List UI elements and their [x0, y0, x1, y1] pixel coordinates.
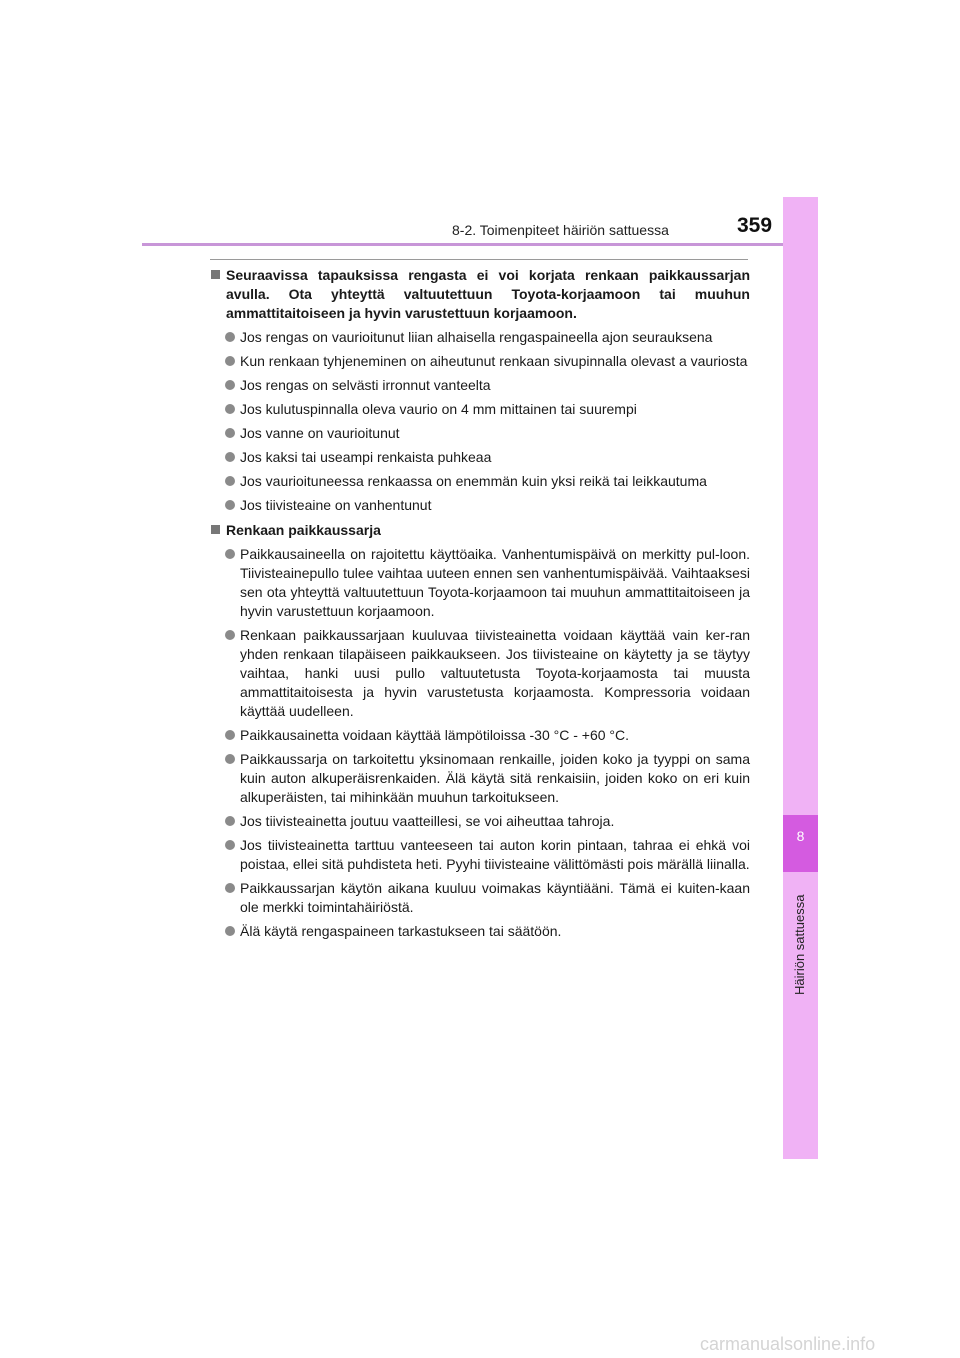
circle-bullet-icon	[225, 549, 235, 559]
list-item-text: Kun renkaan tyhjeneminen on aiheutunut renkaan sivupinnalla olevast a vauriosta	[240, 353, 748, 369]
circle-bullet-icon	[225, 730, 235, 740]
list-item-text: Paikkaussarjan käytön aikana kuuluu voimakas käyntiääni. Tämä ei kuiten-kaan ole merkki toimintahäiriöstä.	[240, 880, 750, 915]
square-bullet-icon	[211, 525, 220, 534]
section-heading	[210, 266, 750, 323]
list-item-text: Paikkausaineella on rajoitettu käyttöaika. Vanhentumispäivä on merkitty pul-loon. Tiivisteainepullo tulee vaihtaa uuteen ennen sen vanhentumispäivää. Vaihtaaksesi sen ota yhteyttä valtuutettuun Toyota-korjaamoon tai muuhun ammattitaitoiseen ja hyvin varustettuun korjaamoon.	[240, 546, 750, 619]
list-item	[210, 496, 750, 515]
chapter-title: Häiriön sattuessa	[792, 894, 807, 995]
square-bullet-icon	[211, 270, 220, 279]
circle-bullet-icon	[225, 332, 235, 342]
section-repair-kit	[210, 521, 750, 941]
circle-bullet-icon	[225, 883, 235, 893]
circle-bullet-icon	[225, 404, 235, 414]
list-item-text: Jos vanne on vaurioitunut	[240, 425, 400, 441]
header-section-title: 8-2. Toimenpiteet häiriön sattuessa	[452, 222, 669, 238]
list-item-text: Renkaan paikkaussarjaan kuuluvaa tiivisteainetta voidaan käyttää vain ker-ran yhden renkaan tilapäiseen paikkaukseen. Jos tiivisteaine on käytetty ja se täytyy vaihtaa, hanki uusi pullo valtuutetusta Toyota-korjaamosta tai muusta ammattitaitoisesta ja hyvin varustetusta korjaamosta. Kompressoria voidaan käyttää uudelleen.	[240, 627, 750, 719]
list-item	[210, 424, 750, 443]
circle-bullet-icon	[225, 452, 235, 462]
list-item	[210, 879, 750, 917]
header-divider	[142, 243, 818, 246]
list-item	[210, 376, 750, 395]
list-item-text: Jos tiivisteainetta joutuu vaatteillesi, se voi aiheuttaa tahroja.	[240, 813, 615, 829]
list-item-text: Jos tiivisteaine on vanhentunut	[240, 497, 432, 513]
page-content	[210, 266, 750, 947]
circle-bullet-icon	[225, 356, 235, 366]
section-not-repairable	[210, 266, 750, 515]
list-item	[210, 726, 750, 745]
section-heading-text: Renkaan paikkaussarja	[226, 522, 381, 538]
circle-bullet-icon	[225, 926, 235, 936]
content-top-rule	[210, 259, 748, 260]
circle-bullet-icon	[225, 754, 235, 764]
list-item-text: Jos vaurioituneessa renkaassa on enemmän kuin yksi reikä tai leikkautuma	[240, 473, 707, 489]
list-item	[210, 922, 750, 941]
footer-watermark: carmanualsonline.info	[700, 1334, 876, 1354]
list-item	[210, 352, 750, 371]
list-item-text: Paikkausainetta voidaan käyttää lämpötiloissa -30 °C - +60 °C.	[240, 727, 630, 743]
list-item-text: Älä käytä rengaspaineen tarkastukseen tai säätöön.	[240, 923, 562, 939]
circle-bullet-icon	[225, 500, 235, 510]
chapter-side-tab	[783, 197, 818, 1159]
list-item-text: Jos kaksi tai useampi renkaista puhkeaa	[240, 449, 492, 465]
list-item	[210, 812, 750, 831]
list-item	[210, 328, 750, 347]
page-number: 359	[737, 214, 773, 237]
list-item	[210, 750, 750, 807]
list-item	[210, 836, 750, 874]
list-item-text: Jos rengas on selvästi irronnut vanteelta	[240, 377, 491, 393]
circle-bullet-icon	[225, 630, 235, 640]
list-item	[210, 448, 750, 467]
circle-bullet-icon	[225, 380, 235, 390]
circle-bullet-icon	[225, 428, 235, 438]
list-item-text: Jos kulutuspinnalla oleva vaurio on 4 mm mittainen tai suurempi	[240, 401, 637, 417]
circle-bullet-icon	[225, 840, 235, 850]
list-item	[210, 545, 750, 621]
chapter-number: 8	[796, 828, 805, 844]
list-item-text: Jos rengas on vaurioitunut liian alhaisella rengaspaineella ajon seurauksena	[240, 329, 713, 345]
section-heading	[210, 521, 750, 540]
circle-bullet-icon	[225, 476, 235, 486]
section-heading-text: Seuraavissa tapauksissa rengasta ei voi korjata renkaan paikkaussarjan avulla. Ota yhteyttä valtuutettuun Toyota-korjaamoon tai muuhun ammattitaitoiseen ja hyvin varustettuun korjaamoon.	[226, 267, 750, 321]
list-item	[210, 472, 750, 491]
list-item-text: Paikkaussarja on tarkoitettu yksinomaan renkaille, joiden koko ja tyyppi on sama kuin auton alkuperäisrenkaiden. Älä käytä sitä renkaisiin, joiden koko on eri kuin alkuperäisten, tai mihinkään muuhun tarkoitukseen.	[240, 751, 750, 805]
circle-bullet-icon	[225, 816, 235, 826]
list-item	[210, 400, 750, 419]
list-item	[210, 626, 750, 721]
list-item-text: Jos tiivisteainetta tarttuu vanteeseen tai auton korin pintaan, tahraa ei ehkä voi poistaa, ellei sitä puhdisteta heti. Pyyhi tiivisteaine välittömästi pois märällä liinalla.	[240, 837, 750, 872]
